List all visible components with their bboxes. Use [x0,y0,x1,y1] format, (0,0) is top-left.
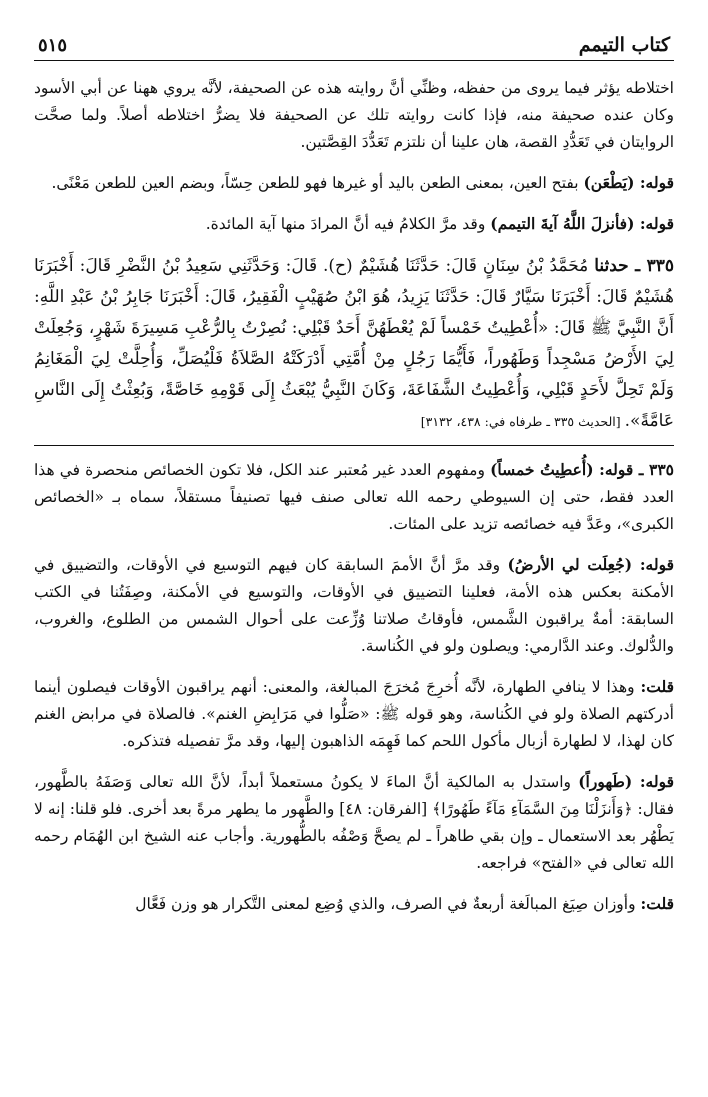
paragraph-label: قوله: (فأنزلَ اللَّهُ آيةَ التيمم) [490,214,674,233]
commentary-label: قلت: [640,677,674,696]
paragraph-1 [34,75,674,156]
commentary-1 [34,456,674,538]
commentary-label: قوله: (جُعِلَت لي الأرضُ) [507,555,674,574]
hadith-number: ٣٣٥ ـ حدثنا [594,256,674,276]
section-divider [34,445,674,446]
book-title: كتاب التيمم [578,34,670,56]
paragraph-3 [34,210,674,238]
commentary-4 [34,768,674,877]
commentary-3 [34,673,674,755]
commentary-5 [34,890,674,918]
paragraph-text: اختلاطه يؤثر فيما يروى من حفظه، وظنِّي أنَّ روايته هذه عن الصحيفة، لأنَّه يروي ههنا عن أبي الأسود وكان عنده صحيفة منه، فإذا كانت روايته تلك عن الصحيفة فلا يضرُّ اختلاطه أصلاً. ولما صحَّت الروايتان في تَعَدُّدِ القصة، هان علينا أن نلتزم تَعَدُّدَ القِصَّتين. [34,79,674,151]
commentary-label: قلت: [640,894,674,913]
hadith-body: مُحَمَّدُ بْنُ سِنَانٍ قَالَ: حَدَّثَنَا هُشَيْمٌ (ح). قَالَ: وَحَدَّثَنِي سَعِيدُ بْنُ النَّضْرِ قَالَ: أَخْبَرَنَا هُشَيْمٌ قَالَ: أَخْبَرَنَا سَيَّارٌ قَالَ: حَدَّثَنَا يَزِيدُ، هُوَ ابْنُ صُهَيْبٍ الْفَقِيرُ، قَالَ: أَخْبَرَنَا جَابِرُ بْنُ عَبْدِ اللَّهِ: أَنَّ النَّبِيَّ ﷺ قَالَ: «أُعْطِيتُ خَمْساً لَمْ يُعْطَهُنَّ أَحَدٌ قَبْلِي: نُصِرْتُ بِالرُّعْبِ مَسِيرَةَ شَهْرٍ، وَجُعِلَتْ لِيَ الأَرْضُ مَسْجِداً وَطَهُوراً، فَأَيُّمَا رَجُلٍ مِنْ أُمَّتِي أَدْرَكَتْهُ الصَّلاَةُ فَلْيُصَلِّ، وَأُحِلَّتْ لِيَ الْمَغَانِمُ وَلَمْ تَحِلَّ لأَحَدٍ قَبْلِي، وَأُعْطِيتُ الشَّفَاعَةَ، وَكَانَ النَّبِيُّ يُبْعَثُ إِلَى قَوْمِهِ خَاصَّةً، وَبُعِثْتُ إِلَى النَّاسِ عَامَّةً». [34,256,674,431]
commentary-text: وأوزان صِيَغ المبالَغة أربعةٌ في الصرف، والذي وُضِع لمعنى التَّكرار هو وزن فَعَّال [135,895,641,913]
commentary-label: ٣٣٥ ـ قوله: (أُعطِيتُ خمساً) [490,460,674,479]
paragraph-label: قوله: (يَطْعَن) [583,173,674,192]
hadith-reference: [الحديث ٣٣٥ ـ طرفاه في: ٤٣٨، ٣١٣٢] [420,414,625,429]
commentary-label: قوله: (طَهوراً) [578,772,674,791]
paragraph-text: بفتح العين، بمعنى الطعن باليد أو غيرها فهو للطعن حِسّاً، وبضم العين للطعن مَعْنًى. [51,174,584,192]
page-number: ٥١٥ [38,35,68,56]
paragraph-text: وقد مرَّ الكلامُ فيه أنَّ المرادَ منها آية المائدة. [205,215,491,233]
commentary-text: وهذا لا ينافي الطهارة، لأنَّه أُخرِجَ مُخرَجَ المبالغة، والمعنى: أنهم يراقبون الأوقات فيصلون أينما أدركتهم الصلاة ولو في الكُناسة، وهو قوله ﷺ: «صَلُّوا في مَرَابِضِ الغنم». فالصلاة في مرابض الغنم كان لهذا، لا لطهارة أزبال مأكول اللحم كما فَهِمَه الذاهبون إليها، وقد مرَّ تفصيله فتذكره. [34,678,674,750]
commentary-text: وقد مرَّ أنَّ الأممَ السابقة كان فيهم التوسيع في الأوقات، والتضييق في الأمكنة بعكس هذه الأمة، فعلينا التضييق في الأوقات، والتوسيع في الأمكنة، وصِفَتُنا في الكتب السابقة: أمةٌ يراقبون الشَّمس، فأوقاتُ صلاتنا وُزِّعت على أحوال الشمس من الطلوع، والغروب، والدُّلوك. وعند الدَّارمي: ويصلون ولو في الكُناسة. [34,556,674,655]
commentary-text: واستدل به المالكية أنَّ الماءَ لا يكونُ مستعملاً أبداً، لأنَّ الله تعالى وَصَفَهُ بالطَّهور، فقال: ﴿وَأَنزَلْنَا مِنَ السَّمَآءِ مَآءً طَهُورًا﴾ [الفرقان: ٤٨] والطَّهور ما يطهر مرةً بعد أخرى. فلو قلنا: إنه لا يَطْهُر بعد الاستعمال ـ وإن بقي طاهراً ـ لم يصحَّ وَصْفُه بالطُّهورية. وأجاب عنه الشيخ ابن الهُمَام رحمه الله تعالى في «الفتح» فراجعه. [34,773,674,872]
commentary-2 [34,551,674,660]
commentary-text: ومفهوم العدد غير مُعتبر عند الكل، فلا تكون الخصائص منحصرة في هذا العدد فقط، حتى إن السيوطي رحمه الله تعالى صنف فيها تصنيفاً مستقلاً، سماه بـ «الخصائص الكبرى»، وعَدَّ فيه خصائصه تزيد على المئات. [34,461,674,533]
hadith-text [34,251,674,437]
paragraph-2 [34,169,674,197]
page-header [34,34,674,61]
